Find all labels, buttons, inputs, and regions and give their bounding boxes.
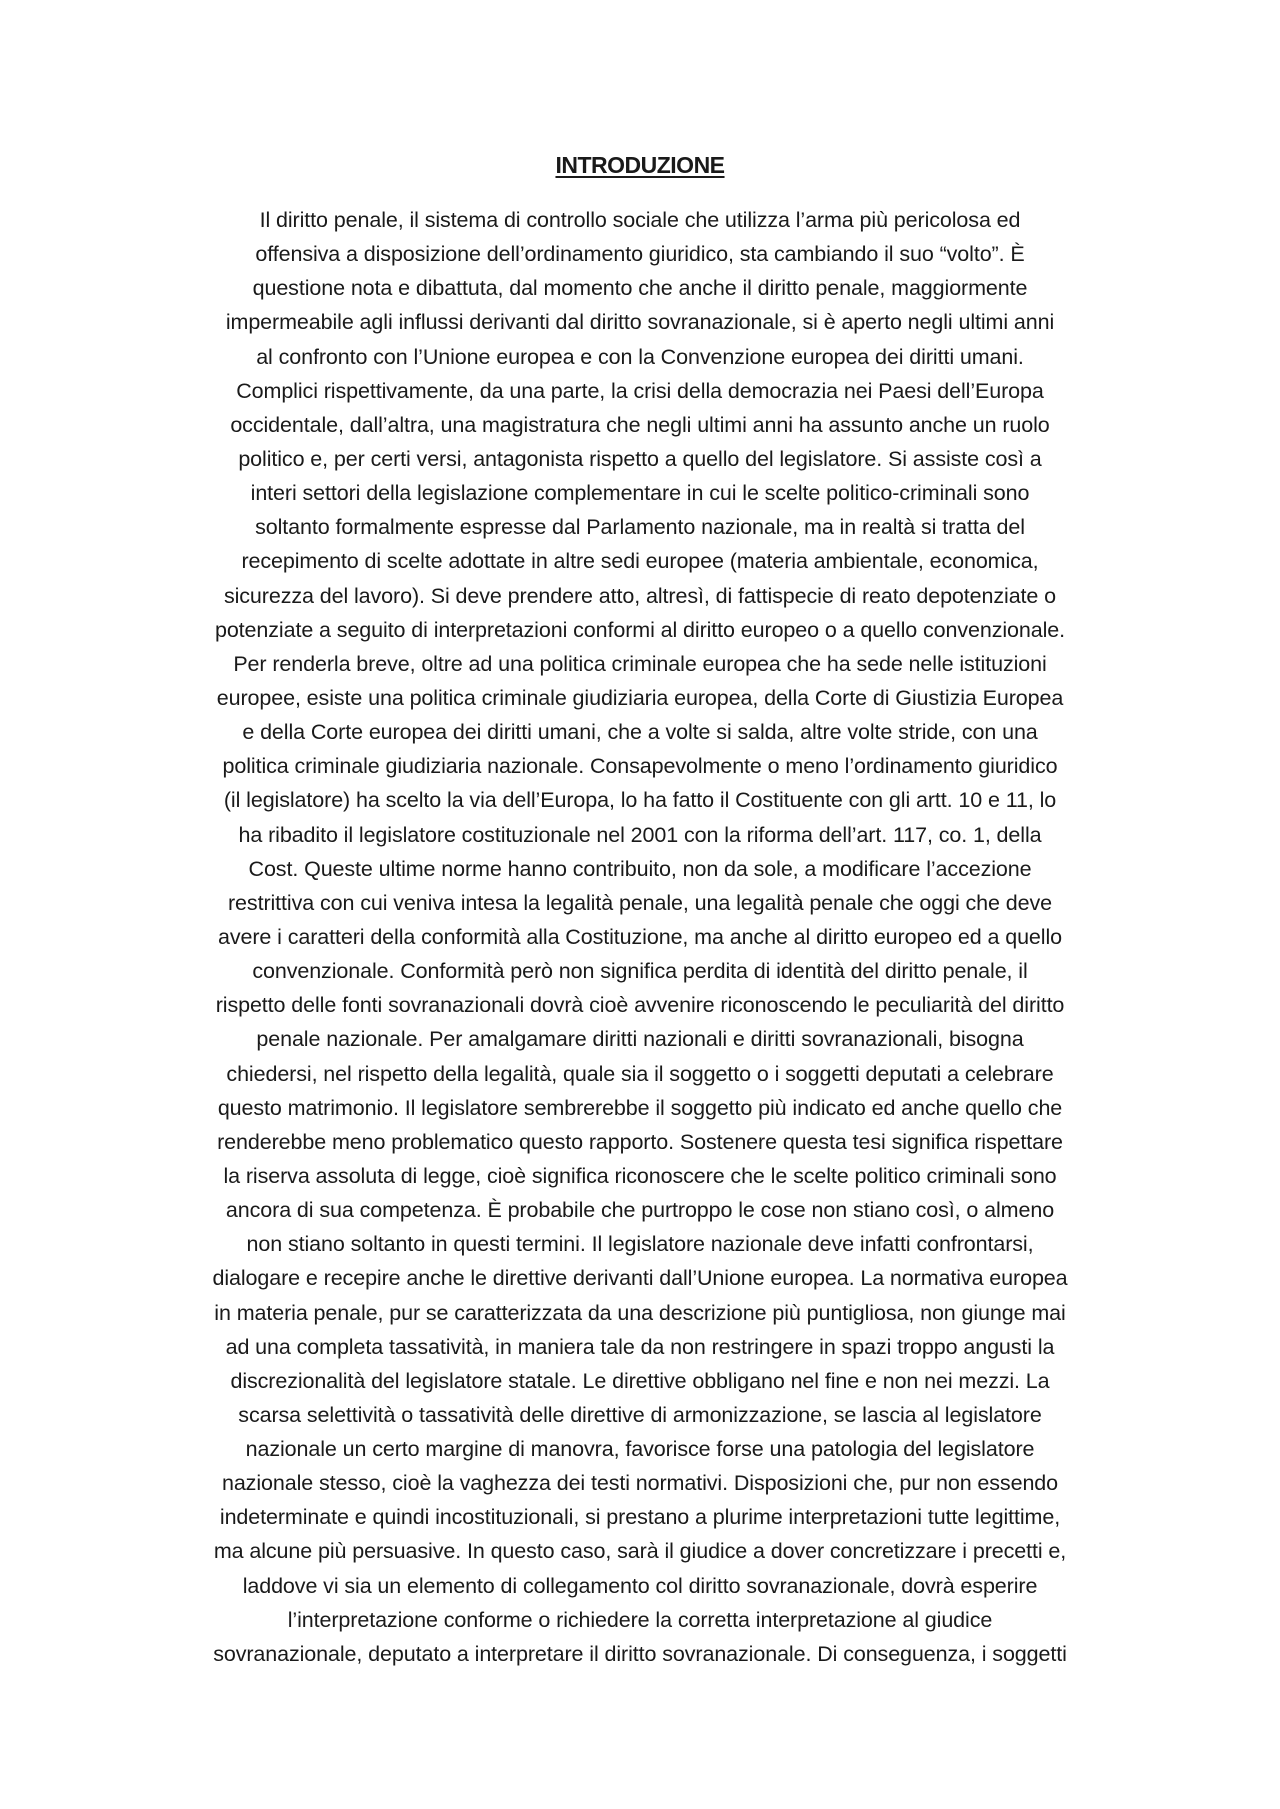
text-line: in materia penale, pur se caratterizzata da una descrizione più puntigliosa, non giunge mai (214, 1300, 1066, 1325)
text-line: dialogare e recepire anche le direttive derivanti dall’Unione europea. La normativa europea (212, 1266, 1068, 1291)
text-line: questo matrimonio. Il legislatore sembrerebbe il soggetto più indicato ed anche quello che (217, 1095, 1063, 1120)
text-line: politica criminale giudiziaria nazionale. Consapevolmente o meno l’ordinamento giuridico (222, 754, 1058, 779)
text-line: occidentale, dall’altra, una magistratura che negli ultimi anni ha assunto anche un ruolo (230, 412, 1050, 437)
text-line: l’interpretazione conforme o richiedere la corretta interpretazione al giudice (287, 1607, 993, 1632)
text-line: soltanto formalmente espresse dal Parlamento nazionale, ma in realtà si tratta del (255, 515, 1025, 540)
text-line: sicurezza del lavoro). Si deve prendere atto, altresì, di fattispecie di reato depotenziate o (223, 583, 1057, 608)
text-line: europee, esiste una politica criminale giudiziaria europea, della Corte di Giustizia Europea (216, 685, 1064, 710)
text-line: penale nazionale. Per amalgamare diritti nazionali e diritti sovranazionali, bisogna (256, 1027, 1024, 1052)
text-line: nazionale stesso, cioè la vaghezza dei testi normativi. Disposizioni che, pur non essendo (221, 1471, 1059, 1496)
text-line: impermeabile agli influssi derivanti dal diritto sovranazionale, si è aperto negli ultimi anni (225, 310, 1055, 335)
text-line: ma alcune più persuasive. In questo caso, sarà il giudice a dover concretizzare i precetti e, (213, 1539, 1067, 1564)
text-line: non stiano soltanto in questi termini. Il legislatore nazionale deve infatti confrontarsi, (246, 1232, 1034, 1257)
text-line: sovranazionale, deputato a interpretare il diritto sovranazionale. Di conseguenza, i soggetti (213, 1641, 1067, 1666)
text-line: politico e, per certi versi, antagonista rispetto a quello del legislatore. Si assiste così a (238, 446, 1042, 471)
text-line: (il legislatore) ha scelto la via dell’Europa, lo ha fatto il Costituente con gli artt. 10 e 11, lo (223, 788, 1057, 813)
text-line: offensiva a disposizione dell’ordinamento giuridico, sta cambiando il suo “volto”. È (255, 242, 1025, 267)
text-line: ancora di sua competenza. È probabile che purtroppo le cose non stiano così, o almeno (225, 1198, 1055, 1223)
text-line: discrezionalità del legislatore statale. Le direttive obbligano nel fine e non nei mezzi. La (230, 1368, 1050, 1393)
text-line: renderebbe meno problematico questo rapporto. Sostenere questa tesi significa rispettare (217, 1129, 1063, 1154)
text-line: Per renderla breve, oltre ad una politica criminale europea che ha sede nelle istituzioni (233, 651, 1047, 676)
text-line: Il diritto penale, il sistema di controllo sociale che utilizza l’arma più pericolosa ed (259, 208, 1021, 232)
text-line: ad una completa tassatività, in maniera tale da non restringere in spazi troppo angusti la (225, 1334, 1055, 1359)
text-line: laddove vi sia un elemento di collegamento col diritto sovranazionale, dovrà esperire (242, 1573, 1038, 1598)
text-line: interi settori della legislazione complementare in cui le scelte politico-criminali sono (250, 481, 1030, 506)
text-line: Cost. Queste ultime norme hanno contribuito, non da sole, a modificare l’accezione (248, 856, 1032, 881)
text-line: e della Corte europea dei diritti umani, che a volte si salda, altre volte stride, con una (242, 720, 1038, 745)
text-line: Complici rispettivamente, da una parte, la crisi della democrazia nei Paesi dell’Europa (236, 378, 1044, 403)
text-line: avere i caratteri della conformità alla Costituzione, ma anche al diritto europeo ed a quello (217, 924, 1062, 949)
text-line: scarsa selettività o tassatività delle direttive di armonizzazione, se lascia al legislatore (238, 1402, 1042, 1427)
text-line: ha ribadito il legislatore costituzionale nel 2001 con la riforma dell’art. 117, co. 1, della (238, 822, 1042, 847)
text-line: nazionale un certo margine di manovra, favorisce forse una patologia del legislatore (245, 1437, 1035, 1462)
text-line: la riserva assoluta di legge, cioè significa riconoscere che le scelte politico criminali sono (223, 1163, 1057, 1188)
text-line: restrittiva con cui veniva intesa la legalità penale, una legalità penale che oggi che deve (228, 890, 1052, 915)
text-line: chiedersi, nel rispetto della legalità, quale sia il soggetto o i soggetti deputati a celebrare (226, 1061, 1054, 1086)
text-line: al confronto con l’Unione europea e con la Convenzione europea dei diritti umani. (256, 344, 1024, 369)
text-line: indeterminate e quindi incostituzionali, si prestano a plurime interpretazioni tutte legittime, (219, 1505, 1061, 1530)
body-text (118, 203, 1162, 1671)
page-title: INTRODUZIONE (555, 152, 725, 178)
text-line: potenziate a seguito di interpretazioni conformi al diritto europeo o a quello convenzionale. (214, 617, 1066, 642)
text-line: convenzionale. Conformità però non significa perdita di identità del diritto penale, il (252, 959, 1028, 984)
text-line: rispetto delle fonti sovranazionali dovrà cioè avvenire riconoscendo le peculiarità del diritto (215, 993, 1065, 1018)
text-line: questione nota e dibattuta, dal momento che anche il diritto penale, maggiormente (252, 276, 1028, 301)
text-line: recepimento di scelte adottate in altre sedi europee (materia ambientale, economica, (241, 549, 1039, 574)
